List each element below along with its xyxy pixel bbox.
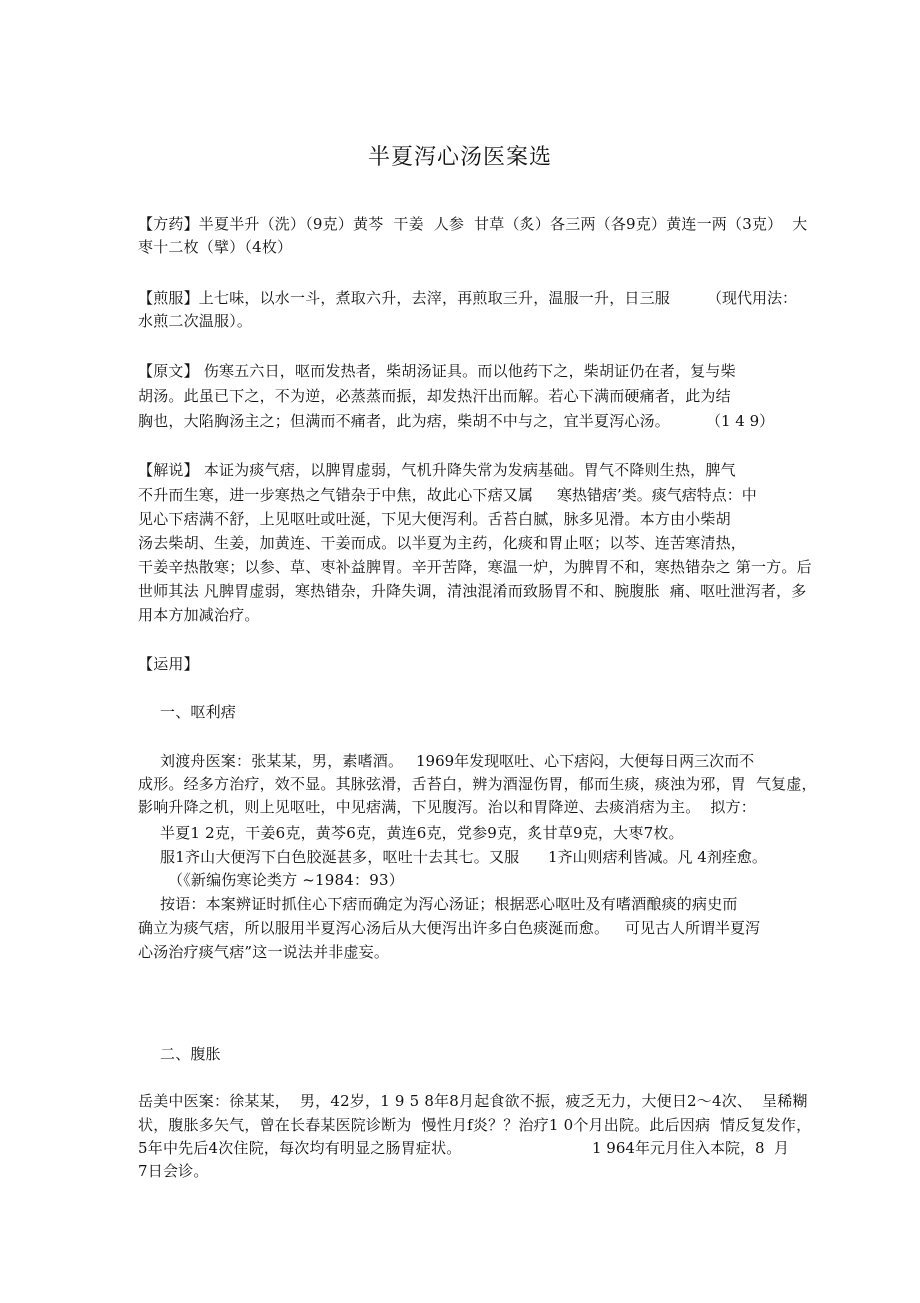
text-line: 干姜辛热散寒；以参、草、枣补益脾胃。辛开苦降，寒温一炉，为脾胃不和，寒热错杂之 第一方。后 [138,558,812,576]
text-line: 心汤治疗痰气痞”这一说法并非虚妄。 [138,943,390,961]
text-line: 7日会诊。 [138,1162,209,1180]
text-line: 岳美中医案：徐某某， 男，42岁，1 9 5 8年8月起食欲不振，疲乏无力，大便日2～4次、 呈稀糊 [138,1092,808,1110]
text-fragment: 寒热错痞’类。痰气痞特点：中 [557,486,757,504]
text-line: 刘渡舟医案：张某某，男，素嗜酒。 [160,752,404,770]
text-line: 影响升降之机，则上见呕吐，中见痞满，下见腹泻。治以和胃降逆、去痰消痞为主。 拟方： [138,798,756,816]
text-fragment: （现代用法： [707,289,798,307]
text-line: 不升而生寒，进一步寒热之气错杂于中焦，故此心下痞又属 [138,486,534,504]
text-line: 汤去柴胡、生姜，加黄连、干姜而成。以半夏为主药，化痰和胃止呕；以芩、连苦寒清热， [138,534,747,552]
text-line: 胸也，大陷胸汤主之；但满而不痛者，此为痞，柴胡不中与之，宜半夏泻心汤。 [138,412,671,430]
text-line: 【方药】半夏半升（洗）（9克）黄芩 干姜 人参 甘草（炙）各三两（各9克）黄连一两（3克） 大 [138,215,808,233]
section-heading: 一、呕利痞 [160,703,237,721]
text-line: 枣十二枚（擘）（4枚） [138,238,293,256]
text-line: 状，腹胀多矢气，曾在长春某医院诊断为 慢性月f炎？？治疗1 0个月出院。此后因病 情反复发作， [138,1116,812,1134]
text-line: （《新编伤寒论类方 ~1984：93） [168,871,404,889]
text-line: 成形。经多方治疗，效不显。其脉弦滑，舌苔白，辨为酒湿伤胃，郁而生痰，痰浊为邪，胃 气复虚， [138,775,817,793]
text-fragment: 1齐山则痞利皆减。凡 4剂痊愈。 [548,848,767,866]
text-line: 【解说】 本证为痰气痞，以脾胃虚弱，气机升降失常为发病基础。胃气不降则生热，脾气 [138,461,736,479]
section-heading: 二、腹胀 [160,1045,221,1063]
text-line: 【原文】 伤寒五六日，呕而发热者，柴胡汤证具。而以他药下之，柴胡证仍在者，复与柴 [138,362,736,380]
text-line: 确立为痰气痞，所以服用半夏泻心汤后从大便泻出许多白色痰涎而愈。 [138,919,610,937]
text-line: 见心下痞满不舒，上见呕吐或吐涎，下见大便泻利。舌苔白腻，脉多见滑。本方由小柴胡 [138,510,731,528]
text-line: 世师其法 凡脾胃虚弱，寒热错杂，升降失调，清浊混淆而致肠胃不和、腕腹胀 痛、呕吐泄泻者，多 [138,582,807,600]
text-fragment: （1 4 9） [706,412,775,430]
page-title: 半夏泻心汤医案选 [367,145,552,170]
text-line: 水煎二次温服）。 [138,312,253,330]
text-line: 服1齐山大便泻下白色胶涎甚多，呕吐十去其七。又服 [160,848,520,866]
text-line: 半夏1 2克，干姜6克，黄芩6克，黄连6克，党参9克，炙甘草9克，大枣7枚。 [160,824,684,842]
text-fragment: 1 964年元月住入本院，8 月 [592,1139,790,1157]
text-line: 胡汤。此虽已下之，不为逆，必蒸蒸而振，却发热汗出而解。若心下满而硬痛者，此为结 [138,387,731,405]
text-line: 用本方加减治疗。 [138,606,260,624]
text-fragment: 1969年发现呕吐、心下痞闷，大便每日两三次而不 [416,752,755,770]
text-line: 按语：本案辨证时抓住心下痞而确定为泻心汤证；根据恶心呕吐及有嗜酒酿痰的病史而 [160,895,738,913]
text-line: 【煎服】上七味，以水一斗，煮取六升，去滓，再煎取三升，温服一升，日三服 [138,289,671,307]
section-heading: 【运用】 [138,655,199,673]
text-line: 5年中先后4次住院，每次均有明显之肠胃症状。 [138,1139,462,1157]
text-fragment: 可见古人所谓半夏泻 [625,919,761,937]
